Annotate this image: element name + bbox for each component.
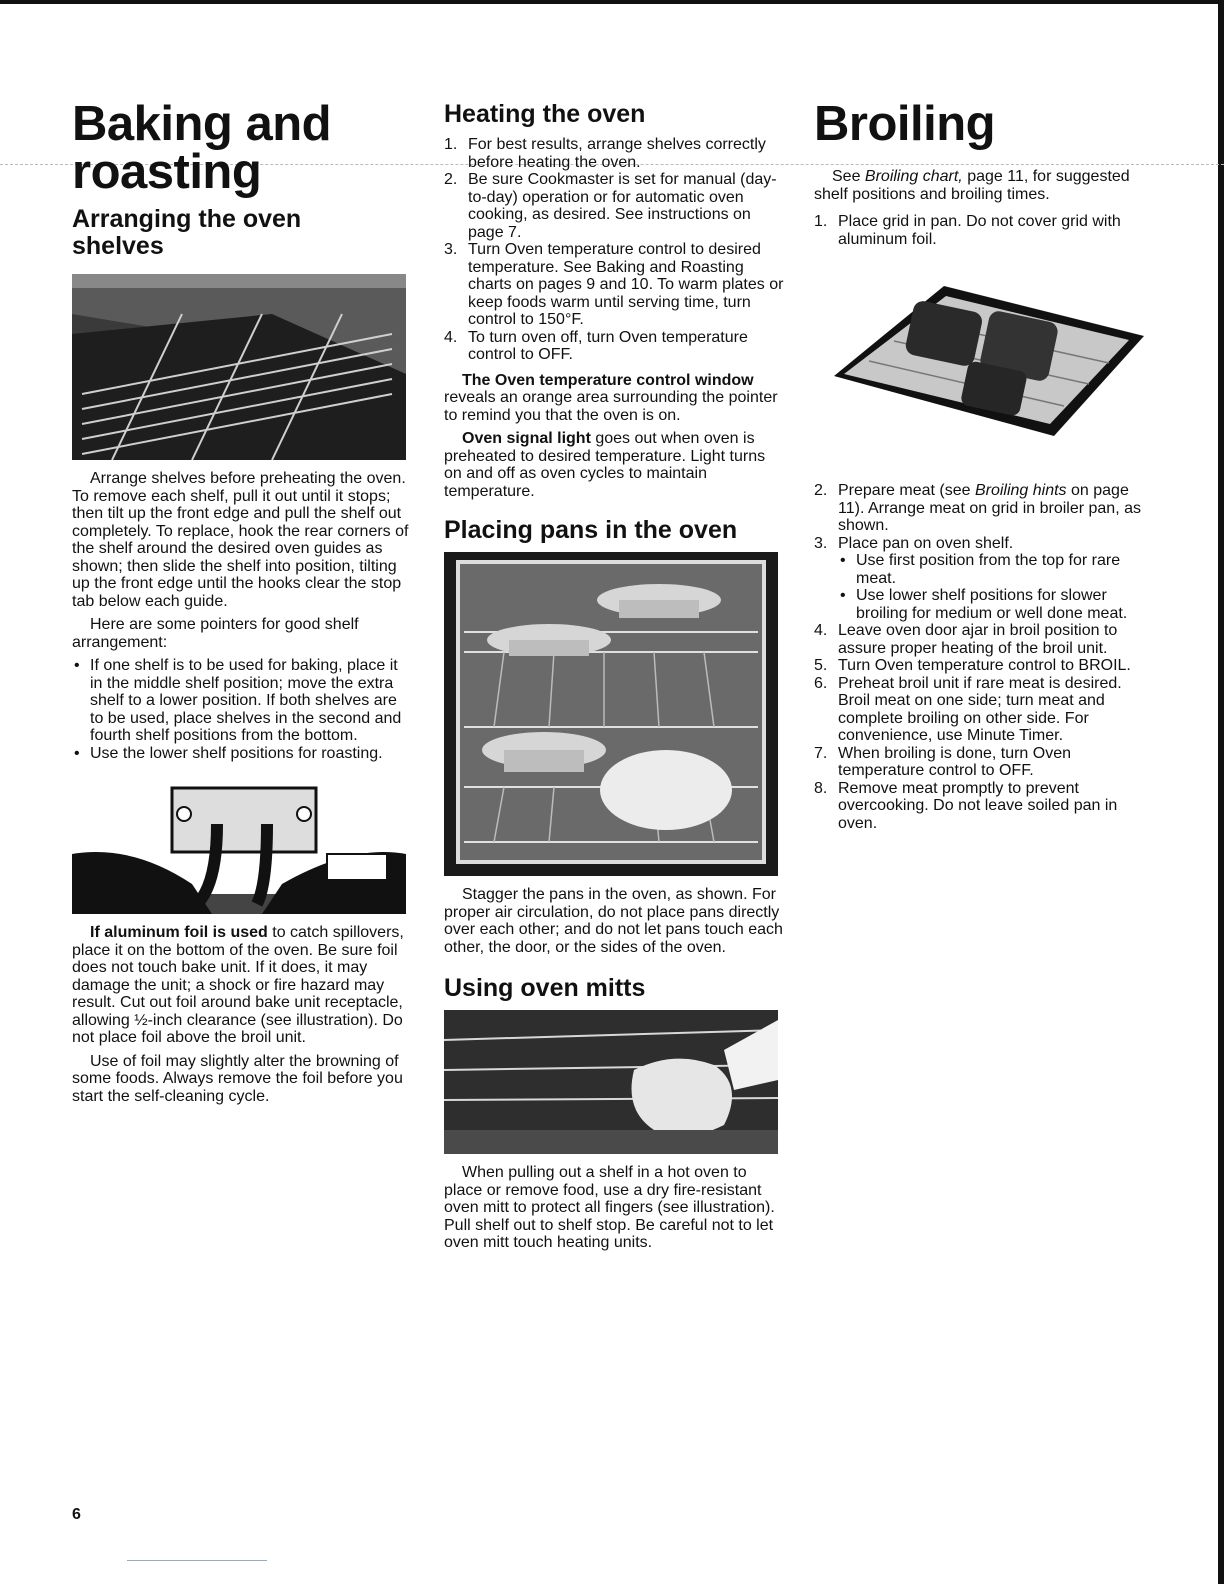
list-item bbox=[814, 622, 1154, 657]
step-text: Place pan on oven shelf. bbox=[838, 534, 1014, 552]
title-line-1: Baking and bbox=[72, 97, 332, 151]
list-item bbox=[444, 136, 784, 171]
list-item bbox=[814, 780, 1154, 833]
oven-mitts-paragraph: When pulling out a shelf in a hot oven to place or remove food, use a dry fire-resistant oven mitt to protect all fingers (see illustration). Pull shelf out to shelf stop. Be careful not to let oven mitt touch heating units. bbox=[444, 1164, 775, 1251]
heating-steps-list bbox=[444, 136, 784, 364]
list-item bbox=[444, 171, 784, 241]
broiling-step-1 bbox=[814, 213, 1154, 248]
step-number: 1. bbox=[444, 136, 458, 153]
middle-column bbox=[444, 96, 784, 1258]
list-item: • Use lower shelf positions for slower broiling for medium or well done meat. bbox=[838, 587, 1154, 622]
foil-browning-paragraph: Use of foil may slightly alter the browning of some foods. Always remove the foil before you start the self-cleaning cycle. bbox=[72, 1052, 403, 1105]
broiling-intro-paragraph bbox=[814, 168, 1154, 203]
oven-mitts-heading: Using oven mitts bbox=[444, 974, 646, 1002]
step-number: 2. bbox=[814, 482, 828, 499]
broiler-pan-illustration bbox=[814, 266, 1144, 466]
list-item bbox=[444, 241, 784, 329]
shelf-pointers-list bbox=[72, 657, 412, 762]
step-text: When broiling is done, turn Oven temperature control to OFF. bbox=[838, 744, 1072, 779]
step-text: Turn Oven temperature control to desired temperature. See Baking and Roasting charts on pages 9 and 10. To warm plates or keep foods warm until serving time, turn control to 150°F. bbox=[468, 241, 784, 328]
step-number: 2. bbox=[444, 171, 458, 188]
title-line-2: roasting bbox=[72, 145, 262, 199]
step-number: 7. bbox=[814, 744, 828, 762]
oven-shelf-illustration bbox=[72, 274, 406, 460]
list-item: • Use the lower shelf positions for roasting. bbox=[72, 745, 412, 763]
list-item: • If one shelf is to be used for baking, place it in the middle shelf position; move the extra shelf to a lower position. If both shelves are to be used, place shelves in the second and fourth shelf positions from the bottom. bbox=[72, 657, 412, 745]
oven-mitt-illustration bbox=[444, 1010, 778, 1154]
signal-paragraph-text: goes out when oven is preheated to desired temperature. Light turns on and off as oven cycles to maintain temperature. bbox=[444, 430, 766, 500]
list-item bbox=[814, 213, 1154, 248]
broiling-steps-list bbox=[814, 482, 1154, 832]
broiling-title: Broiling bbox=[814, 97, 996, 151]
oven-shelf-photo bbox=[72, 274, 406, 460]
step-number: 1. bbox=[814, 213, 828, 230]
broiling-hints-reference: Broiling hints bbox=[974, 482, 1067, 499]
step-number: 6. bbox=[814, 674, 828, 692]
window-paragraph-text: reveals an orange area surrounding the pointer to remind you that the oven is on. bbox=[444, 389, 778, 424]
step-number: 3. bbox=[444, 241, 458, 258]
window-bold-lead: The Oven temperature control window bbox=[462, 371, 754, 389]
step-text: Prepare meat (see bbox=[838, 482, 975, 499]
step-number: 3. bbox=[814, 534, 828, 552]
broiling-chart-reference: Broiling chart, bbox=[864, 168, 963, 185]
intro-post-text: page 11, for suggested shelf positions and broiling times. bbox=[814, 168, 1130, 203]
arranging-shelves-subtitle bbox=[72, 206, 412, 260]
list-item bbox=[814, 745, 1154, 780]
page-number: 6 bbox=[72, 1506, 81, 1523]
step-text: Leave oven door ajar in broil position to assure proper heating of the broil unit. bbox=[838, 622, 1118, 657]
signal-light-paragraph bbox=[444, 430, 784, 500]
step-text: Remove meat promptly to prevent overcooking. Do not leave soiled pan in oven. bbox=[838, 779, 1118, 832]
step-number: 4. bbox=[444, 328, 458, 346]
signal-bold-lead: Oven signal light bbox=[462, 430, 591, 447]
step-text: on page 11). Arrange meat on grid in broiler pan, as shown. bbox=[838, 482, 1141, 534]
subtitle-line-1: Arranging the oven bbox=[72, 205, 302, 233]
pointers-paragraph: Here are some pointers for good shelf arrangement: bbox=[72, 616, 359, 651]
subtitle-line-2: shelves bbox=[72, 232, 164, 260]
page-right-border bbox=[1218, 0, 1224, 1584]
pans-illustration bbox=[444, 552, 778, 876]
step-number: 8. bbox=[814, 779, 828, 797]
step-number: 4. bbox=[814, 622, 828, 639]
foil-bold-lead: If aluminum foil is used bbox=[90, 924, 268, 941]
intro-pre-text: See bbox=[832, 168, 865, 185]
list-item bbox=[444, 329, 784, 364]
list-item bbox=[814, 675, 1154, 745]
arrange-shelves-paragraph: Arrange shelves before preheating the oven. To remove each shelf, pull it out until it stops; then tilt up the front edge and pull the shelf out completely. To replace, hook the rear corners of the shelf around the desired oven guides as shown; then slide the shelf into position, tilting up the front edge until the hooks clear the stop tab below each guide. bbox=[72, 470, 409, 610]
scan-bottom-line bbox=[127, 1560, 267, 1561]
step-text: Preheat broil unit if rare meat is desired. Broil meat on one side; turn meat and complete broiling on other side. For convenience, use Minute Timer. bbox=[838, 674, 1122, 744]
broiler-pan-photo bbox=[814, 266, 1144, 466]
list-item bbox=[814, 535, 1154, 623]
step-number: 5. bbox=[814, 657, 828, 674]
baking-roasting-title bbox=[72, 97, 412, 199]
bake-unit-receptacle-photo bbox=[72, 784, 406, 914]
heating-oven-heading: Heating the oven bbox=[444, 100, 646, 128]
aluminum-foil-paragraph bbox=[72, 924, 412, 1047]
placing-pans-heading: Placing pans in the oven bbox=[444, 516, 738, 544]
temperature-window-paragraph bbox=[444, 372, 784, 425]
right-column bbox=[814, 96, 1154, 840]
list-item bbox=[814, 482, 1154, 535]
list-item: • Use first position from the top for rare meat. bbox=[838, 552, 1154, 587]
bake-unit-illustration bbox=[72, 784, 406, 914]
step-text: Be sure Cookmaster is set for manual (day-to-day) operation or for automatic oven cooking, as desired. See instructions on page 7. bbox=[468, 171, 777, 241]
step-text: To turn oven off, turn Oven temperature control to OFF. bbox=[468, 328, 748, 363]
foil-paragraph-text: to catch spillovers, place it on the bottom of the oven. Be sure foil does not touch bake unit. If it does, it may damage the unit; a shock or fire hazard may result. Cut out foil around bake unit receptacle, allowing ½-inch clearance (see illustration). Do not place foil above the broil unit. bbox=[72, 924, 404, 1046]
oven-mitt-photo bbox=[444, 1010, 778, 1154]
left-column bbox=[72, 96, 412, 1111]
pans-in-oven-photo bbox=[444, 552, 778, 876]
step-text: For best results, arrange shelves correctly before heating the oven. bbox=[468, 136, 766, 171]
list-item bbox=[814, 657, 1154, 675]
page-top-border bbox=[0, 0, 1224, 4]
step-text: Place grid in pan. Do not cover grid with aluminum foil. bbox=[838, 213, 1121, 248]
shelf-position-sublist bbox=[838, 552, 1154, 622]
stagger-pans-paragraph: Stagger the pans in the oven, as shown. For proper air circulation, do not place pans directly over each other; and do not let pans touch each other, the door, or the sides of the oven. bbox=[444, 886, 783, 956]
step-text: Turn Oven temperature control to BROIL. bbox=[838, 657, 1131, 674]
